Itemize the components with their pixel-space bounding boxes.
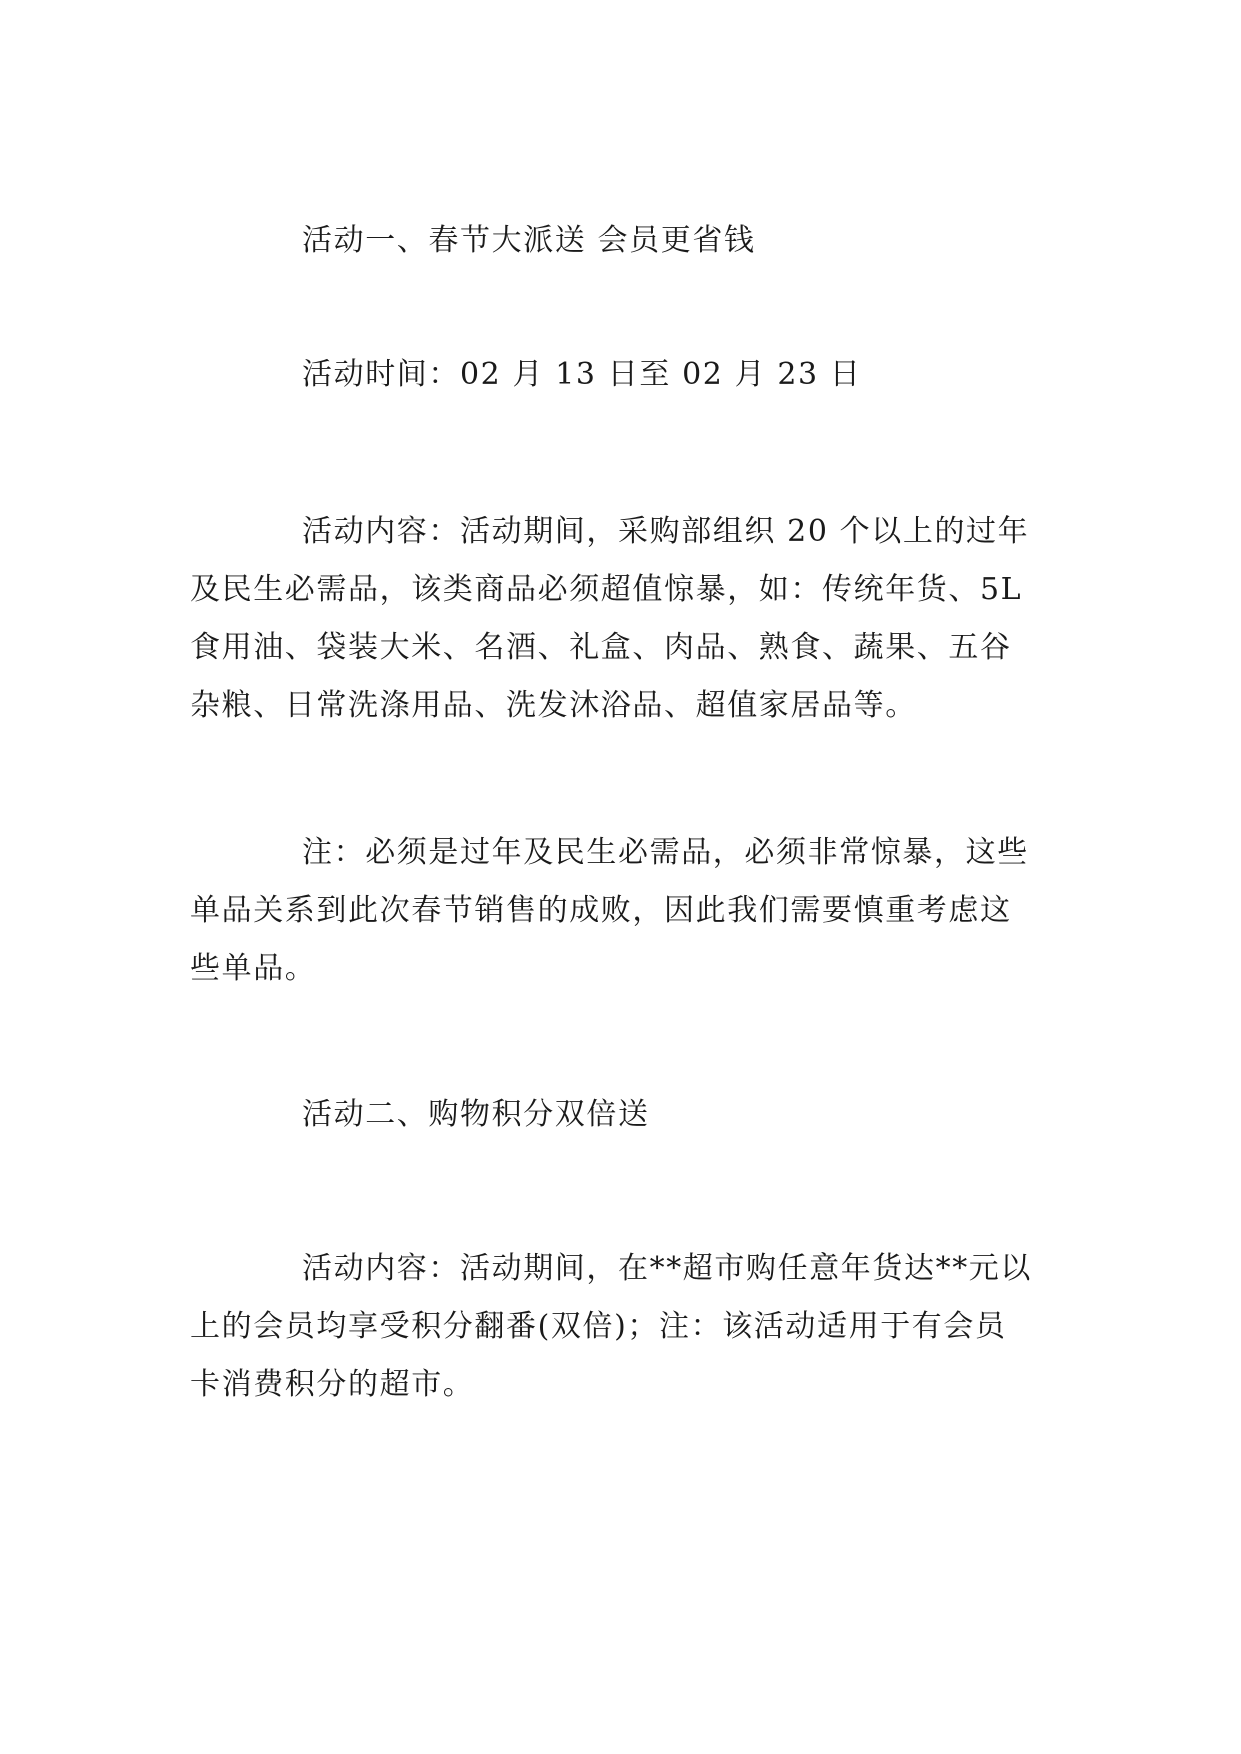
activity-one-heading (190, 212, 1070, 270)
paragraph-line: 上的会员均享受积分翻番(双倍)；注：该活动适用于有会员 (190, 1309, 1007, 1344)
activity-two-heading (190, 1086, 1070, 1144)
paragraph-line: 活动时间：02 月 13 日至 02 月 23 日 (302, 357, 862, 392)
paragraph-line: 活动内容：活动期间，在**超市购任意年货达**元以 (302, 1251, 1032, 1286)
activity-one-content (190, 503, 1070, 735)
paragraph-line: 活动二、购物积分双倍送 (302, 1097, 650, 1132)
paragraph-line: 活动内容：活动期间，采购部组织 20 个以上的过年 (302, 514, 1030, 549)
paragraph-line: 些单品。 (190, 951, 317, 986)
activity-one-time (190, 346, 1070, 404)
paragraph-line: 注：必须是过年及民生必需品，必须非常惊暴，这些 (302, 835, 1029, 870)
paragraph-line: 及民生必需品，该类商品必须超值惊暴，如：传统年货、5L (190, 572, 1023, 607)
activity-two-content (190, 1240, 1070, 1414)
activity-one-note (190, 824, 1070, 998)
paragraph-line: 杂粮、日常洗涤用品、洗发沐浴品、超值家居品等。 (190, 688, 917, 723)
paragraph-line: 单品关系到此次春节销售的成败，因此我们需要慎重考虑这 (190, 893, 1012, 928)
paragraph-line: 食用油、袋装大米、名酒、礼盒、肉品、熟食、蔬果、五谷 (190, 630, 1012, 665)
paragraph-line: 活动一、春节大派送 会员更省钱 (302, 223, 756, 258)
paragraph-line: 卡消费积分的超市。 (190, 1367, 475, 1402)
